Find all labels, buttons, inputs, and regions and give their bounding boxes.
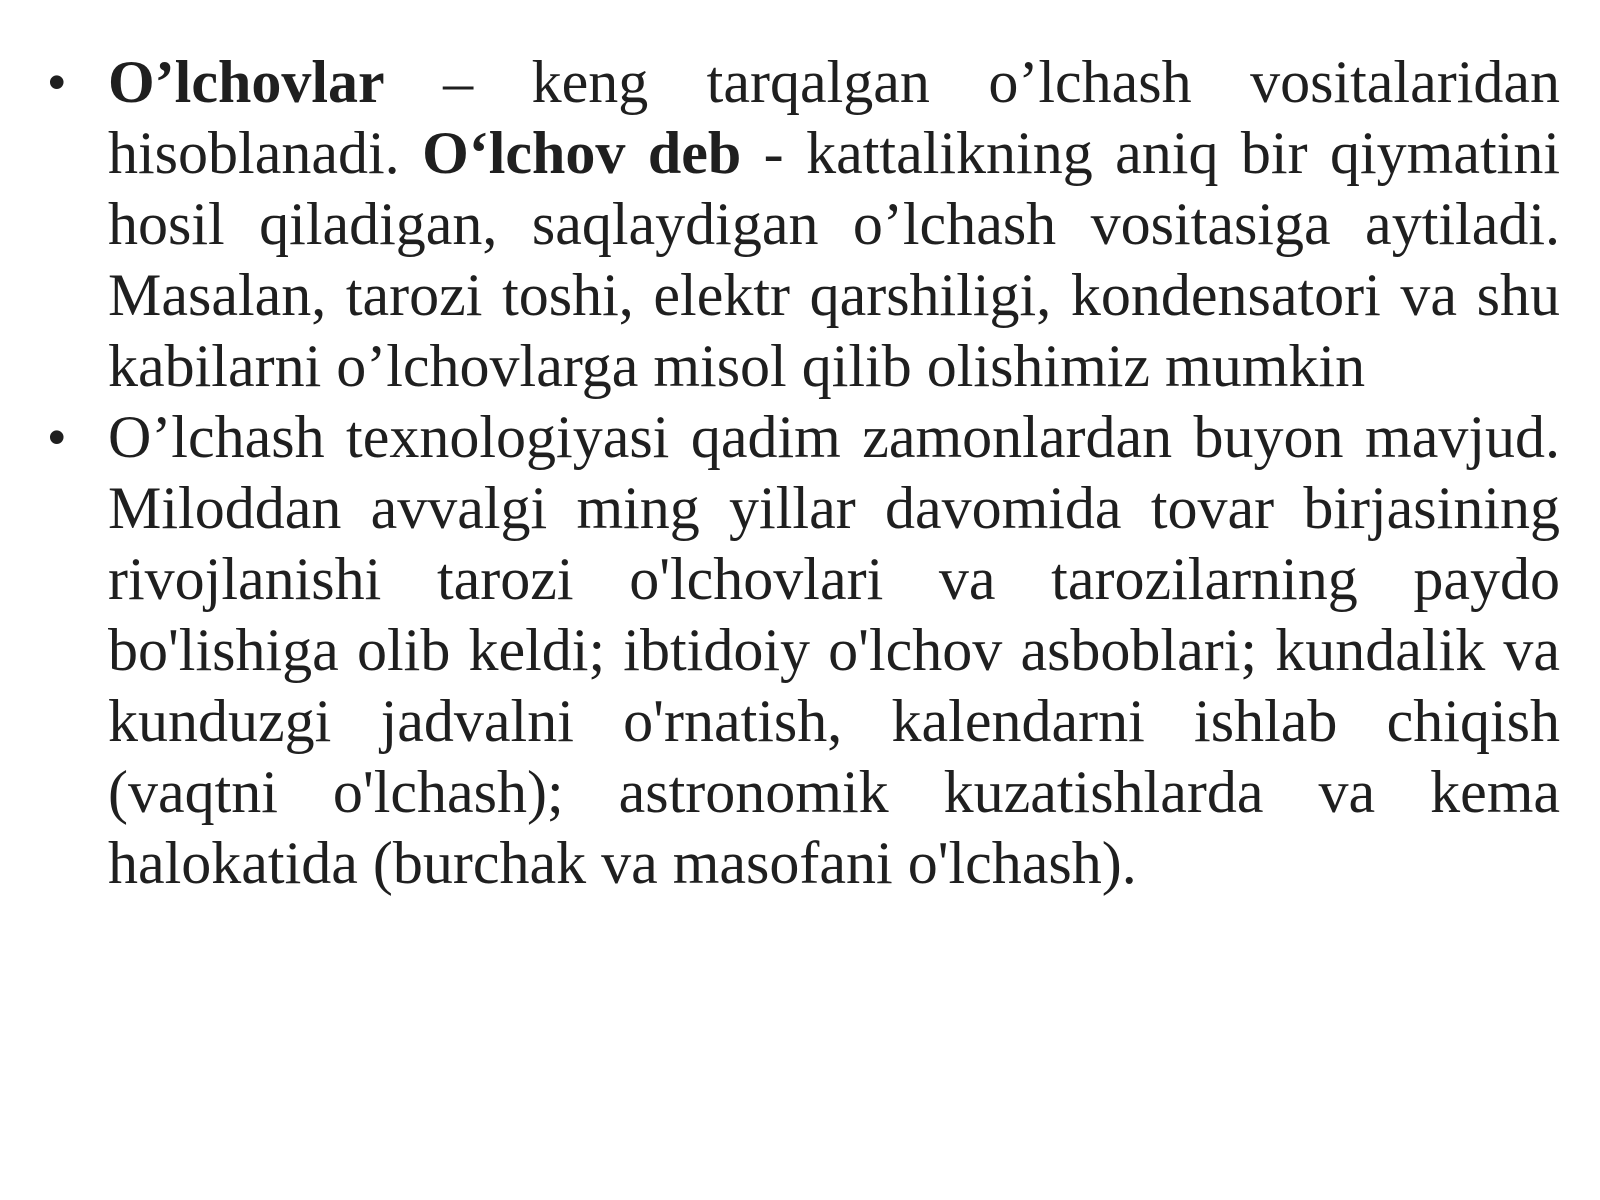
bullet-marker: • [48,54,66,110]
definition-text-part1: – keng tarqalgan o’lchash vositalaridan hisoblanadi. [108,49,1560,186]
term-olchovlar: O’lchovlar [108,49,385,115]
bullet-item-history [48,402,1560,899]
term-olchov-deb: O‘lchov deb [422,120,742,186]
bullet-list [48,47,1560,899]
definition-text-part2: - kattalikning aniq bir qiymatini hosil qiladigan, saqlaydigan o’lchash vositasiga aytiladi. Masalan, tarozi toshi, elektr qarshiligi, kondensatori va shu kabilarni o’lchovlarga misol qilib olishimiz mumkin [108,120,1560,399]
history-text: O’lchash texnologiyasi qadim zamonlardan buyon mavjud. Miloddan avvalgi ming yillar davomida tovar birjasining rivojlanishi tarozi o'lchovlari va tarozilarning paydo bo'lishiga olib keldi; ibtidoiy o'lchov asboblari; kundalik va kunduzgi jadvalni o'rnatish, kalendarni ishlab chiqish (vaqtni o'lchash); astronomik kuzatishlarda va kema halokatida (burchak va masofani o'lchash). [108,404,1560,896]
bullet-marker: • [48,409,66,465]
bullet-item-olchovlar [48,47,1560,402]
